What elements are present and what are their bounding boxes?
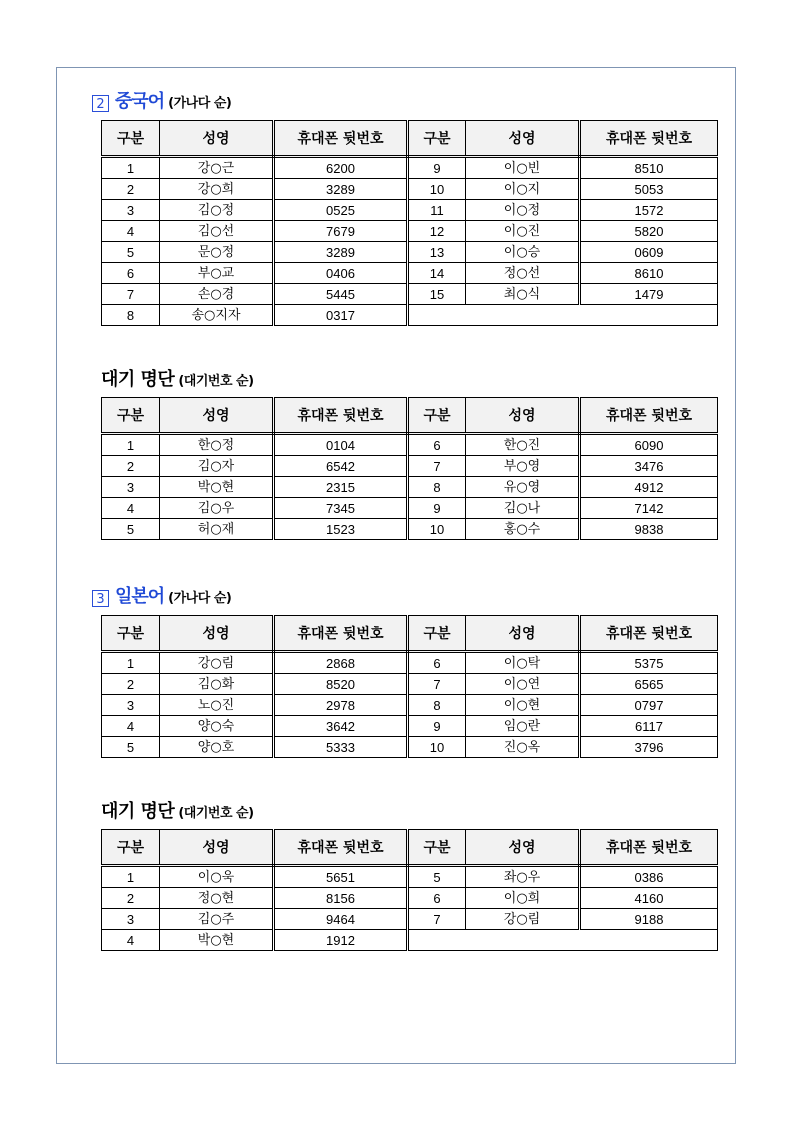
phone-cell: 0406	[274, 263, 408, 284]
column-header: 성영	[466, 398, 580, 434]
phone-cell: 9188	[580, 909, 718, 930]
phone-cell: 0104	[274, 434, 408, 456]
name-cell: 이○현	[466, 695, 580, 716]
column-header: 성영	[466, 121, 580, 157]
waitlist-heading-chinese	[101, 365, 254, 391]
table-header-row	[102, 398, 718, 434]
section-order-note: (가나다 순)	[168, 96, 232, 111]
row-number-cell: 2	[102, 674, 160, 695]
row-number-cell: 6	[408, 652, 466, 674]
row-number-cell: 6	[408, 434, 466, 456]
empty-cell	[408, 930, 718, 951]
name-cell: 박○현	[160, 930, 274, 951]
phone-cell: 2978	[274, 695, 408, 716]
phone-cell: 8520	[274, 674, 408, 695]
chinese-roster-table	[101, 120, 718, 326]
row-number-cell: 2	[102, 888, 160, 909]
name-cell: 강○근	[160, 157, 274, 179]
column-header: 성영	[466, 616, 580, 652]
column-header: 구분	[102, 398, 160, 434]
phone-cell: 7345	[274, 498, 408, 519]
table-row	[102, 909, 718, 930]
table-row	[102, 200, 718, 221]
section-number-box: 2	[92, 95, 109, 112]
phone-cell: 9464	[274, 909, 408, 930]
row-number-cell: 13	[408, 242, 466, 263]
section-language-title: 중국어	[115, 91, 165, 112]
name-cell: 김○선	[160, 221, 274, 242]
row-number-cell: 8	[408, 695, 466, 716]
column-header: 구분	[408, 616, 466, 652]
row-number-cell: 5	[408, 866, 466, 888]
row-number-cell: 3	[102, 909, 160, 930]
phone-cell: 7679	[274, 221, 408, 242]
name-cell: 이○욱	[160, 866, 274, 888]
column-header: 구분	[408, 398, 466, 434]
row-number-cell: 3	[102, 477, 160, 498]
column-header: 휴대폰 뒷번호	[580, 616, 718, 652]
column-header: 구분	[102, 121, 160, 157]
phone-cell: 1479	[580, 284, 718, 305]
phone-cell: 5651	[274, 866, 408, 888]
waitlist-order-note: (대기번호 순)	[178, 806, 254, 821]
phone-cell: 6200	[274, 157, 408, 179]
phone-cell: 3289	[274, 242, 408, 263]
row-number-cell: 4	[102, 498, 160, 519]
row-number-cell: 9	[408, 716, 466, 737]
column-header: 구분	[102, 830, 160, 866]
name-cell: 한○진	[466, 434, 580, 456]
column-header: 구분	[408, 830, 466, 866]
table-row	[102, 888, 718, 909]
phone-cell: 4160	[580, 888, 718, 909]
column-header: 성영	[160, 830, 274, 866]
name-cell: 좌○우	[466, 866, 580, 888]
column-header: 구분	[408, 121, 466, 157]
row-number-cell: 9	[408, 498, 466, 519]
table-row	[102, 716, 718, 737]
section-number-box: 3	[92, 590, 109, 607]
phone-cell: 5375	[580, 652, 718, 674]
row-number-cell: 11	[408, 200, 466, 221]
row-number-cell: 1	[102, 866, 160, 888]
name-cell: 부○교	[160, 263, 274, 284]
chinese-waitlist-table	[101, 397, 718, 540]
column-header: 성영	[160, 398, 274, 434]
name-cell: 강○림	[160, 652, 274, 674]
column-header: 휴대폰 뒷번호	[274, 121, 408, 157]
phone-cell: 9838	[580, 519, 718, 540]
name-cell: 김○자	[160, 456, 274, 477]
table-row	[102, 930, 718, 951]
table-row	[102, 221, 718, 242]
name-cell: 정○선	[466, 263, 580, 284]
table-row	[102, 477, 718, 498]
name-cell: 최○식	[466, 284, 580, 305]
name-cell: 진○옥	[466, 737, 580, 758]
column-header: 휴대폰 뒷번호	[274, 398, 408, 434]
waitlist-heading-japanese	[101, 797, 254, 823]
table-header-row	[102, 830, 718, 866]
row-number-cell: 7	[102, 284, 160, 305]
row-number-cell: 3	[102, 695, 160, 716]
phone-cell: 6542	[274, 456, 408, 477]
row-number-cell: 5	[102, 519, 160, 540]
phone-cell: 6090	[580, 434, 718, 456]
phone-cell: 7142	[580, 498, 718, 519]
row-number-cell: 10	[408, 179, 466, 200]
phone-cell: 1572	[580, 200, 718, 221]
name-cell: 양○호	[160, 737, 274, 758]
waitlist-title: 대기 명단	[101, 369, 175, 390]
column-header: 휴대폰 뒷번호	[274, 830, 408, 866]
row-number-cell: 6	[102, 263, 160, 284]
phone-cell: 8156	[274, 888, 408, 909]
column-header: 휴대폰 뒷번호	[274, 616, 408, 652]
row-number-cell: 1	[102, 434, 160, 456]
japanese-waitlist-table	[101, 829, 718, 951]
column-header: 성영	[160, 616, 274, 652]
phone-cell: 8610	[580, 263, 718, 284]
name-cell: 한○정	[160, 434, 274, 456]
name-cell: 김○우	[160, 498, 274, 519]
table-row	[102, 456, 718, 477]
name-cell: 김○나	[466, 498, 580, 519]
name-cell: 문○정	[160, 242, 274, 263]
column-header: 휴대폰 뒷번호	[580, 121, 718, 157]
table-row	[102, 674, 718, 695]
name-cell: 이○희	[466, 888, 580, 909]
table-row	[102, 179, 718, 200]
table-row	[102, 157, 718, 179]
phone-cell: 0609	[580, 242, 718, 263]
table-row	[102, 305, 718, 326]
name-cell: 노○진	[160, 695, 274, 716]
name-cell: 이○지	[466, 179, 580, 200]
phone-cell: 6565	[580, 674, 718, 695]
row-number-cell: 10	[408, 519, 466, 540]
row-number-cell: 9	[408, 157, 466, 179]
row-number-cell: 2	[102, 179, 160, 200]
japanese-roster-table	[101, 615, 718, 758]
row-number-cell: 6	[408, 888, 466, 909]
row-number-cell: 10	[408, 737, 466, 758]
name-cell: 홍○수	[466, 519, 580, 540]
name-cell: 이○빈	[466, 157, 580, 179]
empty-cell	[408, 305, 718, 326]
name-cell: 유○영	[466, 477, 580, 498]
phone-cell: 3796	[580, 737, 718, 758]
name-cell: 정○현	[160, 888, 274, 909]
column-header: 성영	[160, 121, 274, 157]
phone-cell: 6117	[580, 716, 718, 737]
table-row	[102, 434, 718, 456]
name-cell: 손○경	[160, 284, 274, 305]
table-row	[102, 866, 718, 888]
name-cell: 강○희	[160, 179, 274, 200]
column-header: 휴대폰 뒷번호	[580, 398, 718, 434]
row-number-cell: 5	[102, 242, 160, 263]
phone-cell: 0797	[580, 695, 718, 716]
row-number-cell: 14	[408, 263, 466, 284]
name-cell: 이○탁	[466, 652, 580, 674]
row-number-cell: 3	[102, 200, 160, 221]
row-number-cell: 2	[102, 456, 160, 477]
section-language-title: 일본어	[115, 586, 165, 607]
phone-cell: 3289	[274, 179, 408, 200]
name-cell: 강○림	[466, 909, 580, 930]
row-number-cell: 4	[102, 716, 160, 737]
phone-cell: 0317	[274, 305, 408, 326]
table-header-row	[102, 616, 718, 652]
row-number-cell: 8	[102, 305, 160, 326]
phone-cell: 8510	[580, 157, 718, 179]
name-cell: 이○정	[466, 200, 580, 221]
waitlist-title: 대기 명단	[101, 801, 175, 822]
section-order-note: (가나다 순)	[168, 591, 232, 606]
name-cell: 이○연	[466, 674, 580, 695]
phone-cell: 2315	[274, 477, 408, 498]
phone-cell: 2868	[274, 652, 408, 674]
phone-cell: 3642	[274, 716, 408, 737]
column-header: 구분	[102, 616, 160, 652]
phone-cell: 5820	[580, 221, 718, 242]
row-number-cell: 12	[408, 221, 466, 242]
row-number-cell: 1	[102, 157, 160, 179]
column-header: 성영	[466, 830, 580, 866]
phone-cell: 0525	[274, 200, 408, 221]
table-row	[102, 263, 718, 284]
phone-cell: 5333	[274, 737, 408, 758]
phone-cell: 3476	[580, 456, 718, 477]
name-cell: 김○화	[160, 674, 274, 695]
table-header-row	[102, 121, 718, 157]
phone-cell: 4912	[580, 477, 718, 498]
name-cell: 부○영	[466, 456, 580, 477]
phone-cell: 0386	[580, 866, 718, 888]
name-cell: 박○현	[160, 477, 274, 498]
row-number-cell: 5	[102, 737, 160, 758]
row-number-cell: 7	[408, 909, 466, 930]
phone-cell: 1912	[274, 930, 408, 951]
table-row	[102, 519, 718, 540]
table-row	[102, 695, 718, 716]
table-row	[102, 242, 718, 263]
name-cell: 송○지자	[160, 305, 274, 326]
row-number-cell: 1	[102, 652, 160, 674]
section-heading-chinese	[92, 87, 231, 113]
table-row	[102, 498, 718, 519]
section-heading-japanese	[92, 582, 231, 608]
table-row	[102, 737, 718, 758]
column-header: 휴대폰 뒷번호	[580, 830, 718, 866]
table-row	[102, 652, 718, 674]
phone-cell: 5053	[580, 179, 718, 200]
phone-cell: 1523	[274, 519, 408, 540]
waitlist-order-note: (대기번호 순)	[178, 374, 254, 389]
name-cell: 이○진	[466, 221, 580, 242]
row-number-cell: 15	[408, 284, 466, 305]
name-cell: 김○주	[160, 909, 274, 930]
row-number-cell: 7	[408, 456, 466, 477]
phone-cell: 5445	[274, 284, 408, 305]
name-cell: 김○정	[160, 200, 274, 221]
name-cell: 허○재	[160, 519, 274, 540]
row-number-cell: 4	[102, 930, 160, 951]
table-row	[102, 284, 718, 305]
name-cell: 양○숙	[160, 716, 274, 737]
name-cell: 임○란	[466, 716, 580, 737]
name-cell: 이○승	[466, 242, 580, 263]
row-number-cell: 8	[408, 477, 466, 498]
row-number-cell: 7	[408, 674, 466, 695]
row-number-cell: 4	[102, 221, 160, 242]
